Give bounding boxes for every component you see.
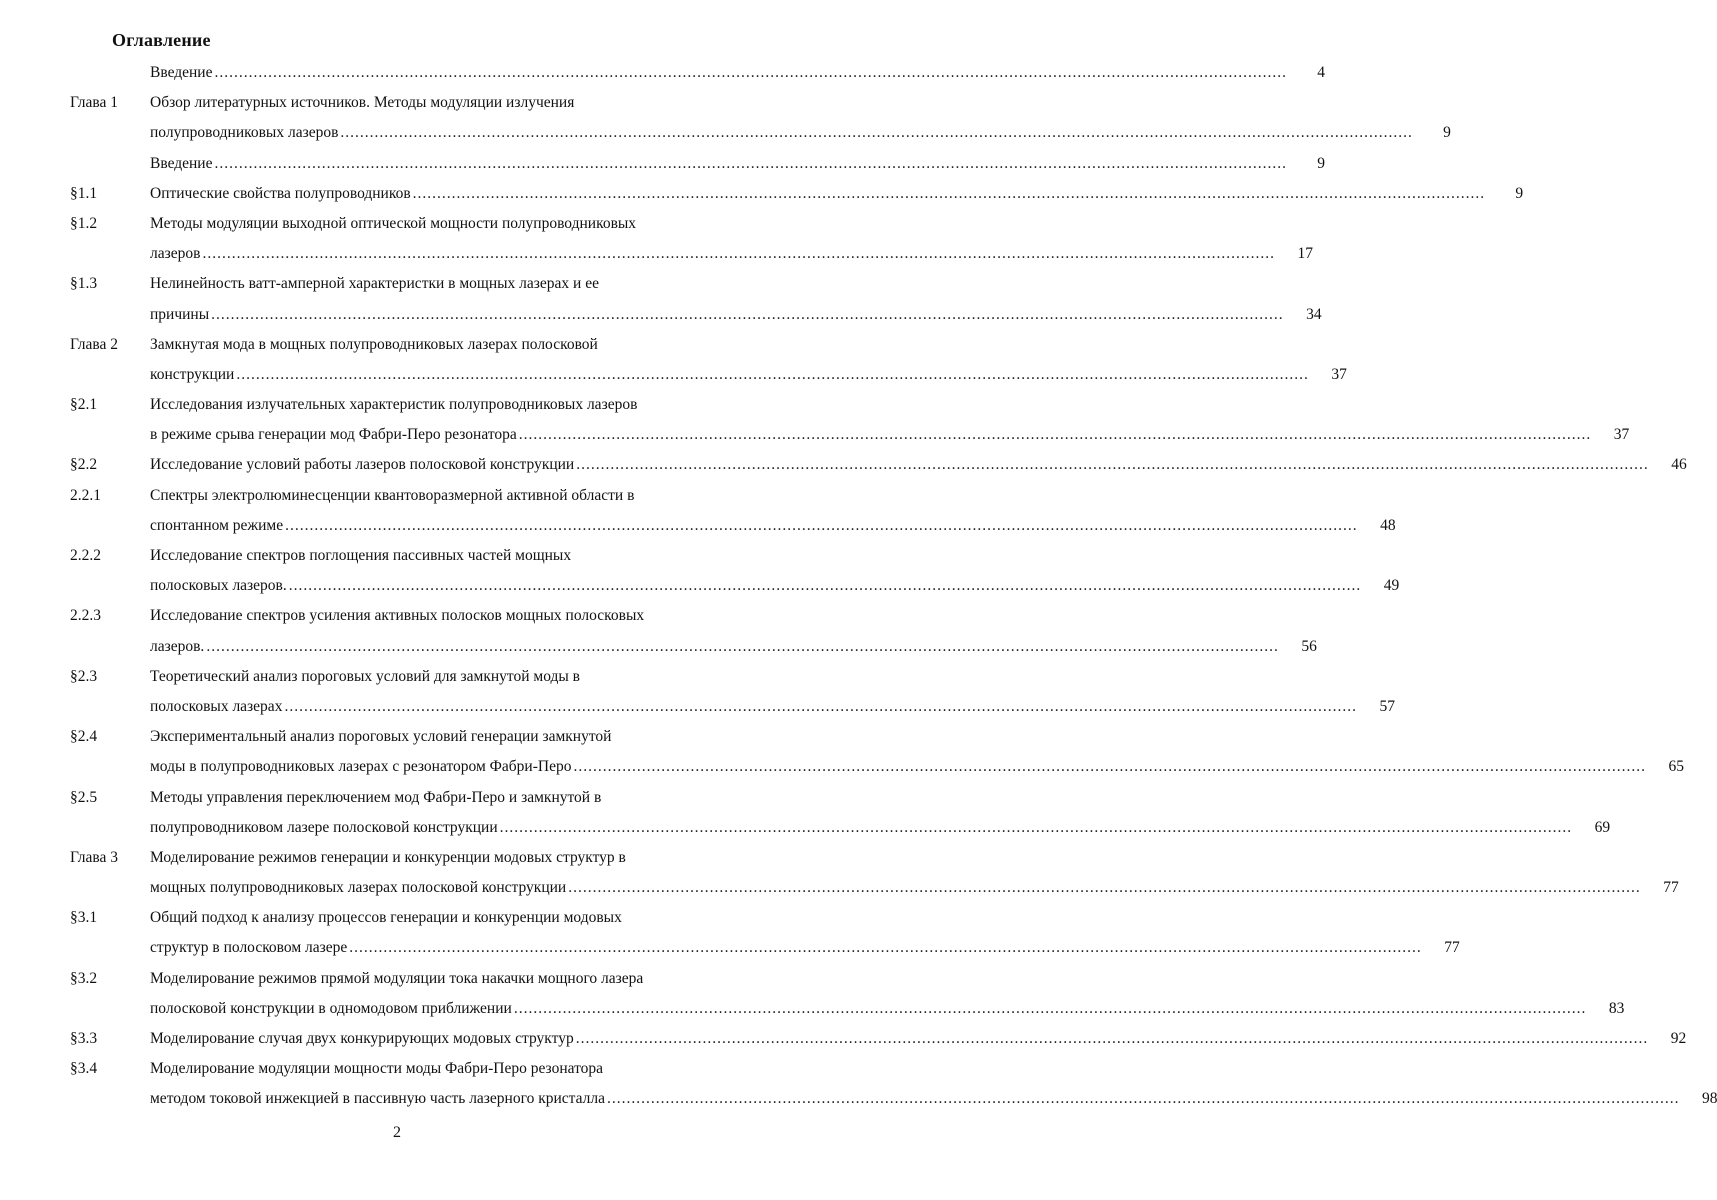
dot-leader: ............................................................................................................................................................................................................................ bbox=[236, 365, 1309, 383]
toc-entry-title-line: конструкции bbox=[150, 365, 235, 383]
dot-leader: ............................................................................................................................................................................................................................ bbox=[340, 124, 1413, 142]
dot-leader: ............................................................................................................................................................................................................................ bbox=[568, 879, 1641, 897]
toc-entry-number: §3.4 bbox=[70, 1060, 98, 1078]
dot-leader: ............................................................................................................................................................................................................................ bbox=[214, 64, 1287, 81]
toc-entry-title-line: Моделирование случая двух конкурирующих модовых структур bbox=[150, 1030, 574, 1047]
toc-entry-title-line: спонтанном режиме bbox=[150, 516, 284, 534]
toc-entry bbox=[0, 1024, 1687, 1054]
toc-entry bbox=[0, 209, 1313, 269]
dot-leader: ............................................................................................................................................................................................................................ bbox=[214, 154, 1287, 172]
dot-leader: ............................................................................................................................................................................................................................ bbox=[211, 305, 1284, 323]
toc-entry-page: 98 bbox=[1701, 1090, 1717, 1108]
toc-entry-title-line: полупроводниковых лазеров bbox=[150, 124, 339, 142]
toc-entry-page: 17 bbox=[1297, 245, 1313, 263]
toc-entry-title-line: Исследование спектров поглощения пассивных частей мощных bbox=[150, 547, 572, 564]
table-of-contents bbox=[0, 58, 1717, 1115]
toc-entry bbox=[0, 88, 1451, 148]
toc-entry bbox=[0, 58, 1325, 88]
toc-entry bbox=[0, 783, 1611, 843]
toc-entry-number: Глава 2 bbox=[70, 335, 119, 353]
toc-title: Оглавление bbox=[112, 30, 211, 50]
dot-leader: ............................................................................................................................................................................................................................ bbox=[575, 1030, 1649, 1047]
toc-entry-title-line: мощных полупроводниковых лазерах полосковой конструкции bbox=[150, 879, 567, 897]
dot-leader: ............................................................................................................................................................................................................................ bbox=[285, 516, 1358, 534]
toc-entry-title-line: Методы модуляции выходной оптической мощности полупроводниковых bbox=[150, 214, 637, 232]
toc-entry-title-line: полосковой конструкции в одномодовом приближении bbox=[150, 999, 512, 1017]
toc-entry bbox=[0, 722, 1684, 782]
toc-entry-number: Глава 1 bbox=[70, 94, 119, 112]
dot-leader: ............................................................................................................................................................................................................................ bbox=[206, 637, 1279, 655]
toc-entry-title-line: причины bbox=[150, 305, 210, 323]
toc-entry-number: §2.4 bbox=[70, 728, 98, 746]
page-number: 2 bbox=[393, 1124, 401, 1141]
toc-entry-page: 69 bbox=[1594, 818, 1611, 836]
toc-entry-page: 77 bbox=[1444, 939, 1460, 957]
toc-entry-title-line: Общий подход к анализу процессов генерации и конкуренции модовых bbox=[150, 909, 622, 927]
toc-entry-number: 2.2.2 bbox=[70, 547, 101, 564]
toc-entry bbox=[0, 1054, 1717, 1114]
toc-entry bbox=[0, 541, 1400, 601]
toc-entry-title-line: Исследование спектров усиления активных полосков мощных полосковых bbox=[150, 607, 645, 625]
toc-entry bbox=[0, 964, 1625, 1024]
toc-entry bbox=[0, 843, 1679, 903]
toc-entry bbox=[0, 481, 1396, 541]
toc-entry-number: 2.2.3 bbox=[70, 607, 101, 625]
toc-entry bbox=[0, 179, 1524, 209]
dot-leader: ............................................................................................................................................................................................................................ bbox=[518, 426, 1592, 444]
toc-entry-title-line: Исследование условий работы лазеров полосковой конструкции bbox=[150, 456, 575, 474]
toc-entry-title-line: Моделирование модуляции мощности моды Фабри-Перо резонатора bbox=[150, 1060, 604, 1078]
toc-entry bbox=[0, 149, 1325, 179]
toc-entry-page: 57 bbox=[1379, 697, 1395, 715]
dot-leader: ............................................................................................................................................................................................................................ bbox=[513, 999, 1587, 1017]
toc-entry-title-line: Экспериментальный анализ пороговых условий генерации замкнутой bbox=[150, 728, 612, 746]
toc-entry bbox=[0, 390, 1630, 450]
toc-entry-page: 34 bbox=[1306, 305, 1322, 323]
toc-entry-page: 56 bbox=[1301, 637, 1317, 655]
toc-entry-number: §3.2 bbox=[70, 969, 98, 987]
toc-entry-number: §1.2 bbox=[70, 214, 98, 232]
toc-entry-number: §2.3 bbox=[70, 667, 98, 685]
toc-entry-title-line: Нелинейность ватт-амперной характеристки в мощных лазерах и ее bbox=[150, 275, 599, 293]
toc-entry-page: 4 bbox=[1317, 64, 1325, 81]
toc-entry-number: §2.2 bbox=[70, 456, 98, 474]
toc-entry-title-line: Моделирование режимов генерации и конкуренции модовых структур в bbox=[150, 848, 626, 866]
dot-leader: ............................................................................................................................................................................................................................ bbox=[576, 456, 1649, 474]
toc-entry bbox=[0, 269, 1322, 329]
toc-entry-page: 48 bbox=[1380, 516, 1396, 534]
toc-entry-title-line: Введение bbox=[150, 64, 213, 81]
dot-leader: ............................................................................................................................................................................................................................ bbox=[288, 577, 1362, 595]
dot-leader: ............................................................................................................................................................................................................................ bbox=[284, 697, 1357, 715]
toc-entry-title-line: в режиме срыва генерации мод Фабри-Перо резонатора bbox=[150, 426, 517, 444]
toc-entry bbox=[0, 662, 1395, 722]
toc-entry-title-line: лазеров bbox=[150, 245, 201, 263]
toc-entry-title-line: лазеров. bbox=[150, 637, 205, 655]
dot-leader: ............................................................................................................................................................................................................................ bbox=[202, 245, 1275, 263]
toc-entry-page: 49 bbox=[1383, 577, 1400, 595]
toc-entry-title-line: Обзор литературных источников. Методы модуляции излучения bbox=[150, 94, 575, 112]
toc-entry-title-line: полосковых лазерах bbox=[150, 697, 283, 715]
toc-entry-title-line: Спектры электролюминесценции квантоворазмерной активной области в bbox=[150, 486, 635, 504]
toc-entry bbox=[0, 903, 1460, 963]
toc-entry bbox=[0, 450, 1687, 480]
toc-entry-title-line: полосковых лазеров. bbox=[150, 577, 287, 595]
toc-entry-title-line: моды в полупроводниковых лазерах с резонатором Фабри-Перо bbox=[150, 758, 572, 776]
toc-entry-number: §3.1 bbox=[70, 909, 98, 927]
toc-entry-title-line: Замкнутая мода в мощных полупроводниковых лазерах полосковой bbox=[150, 335, 598, 353]
toc-entry-title-line: Теоретический анализ пороговых условий для замкнутой моды в bbox=[150, 667, 580, 685]
toc-entry-number: 2.2.1 bbox=[70, 486, 101, 504]
toc-entry-title-line: Введение bbox=[150, 154, 213, 172]
toc-entry-number: §1.3 bbox=[70, 275, 98, 293]
toc-entry-title-line: структур в полосковом лазере bbox=[150, 939, 348, 957]
dot-leader: ............................................................................................................................................................................................................................ bbox=[606, 1090, 1680, 1108]
toc-entry-title-line: Оптические свойства полупроводников bbox=[150, 184, 411, 202]
toc-entry-page: 83 bbox=[1608, 999, 1625, 1017]
toc-entry-title-line: Моделирование режимов прямой модуляции тока накачки мощного лазера bbox=[150, 969, 644, 987]
toc-entry-number: §2.1 bbox=[70, 396, 98, 414]
toc-entry-page: 77 bbox=[1663, 879, 1679, 897]
dot-leader: ............................................................................................................................................................................................................................ bbox=[349, 939, 1422, 957]
toc-entry-number: §2.5 bbox=[70, 788, 98, 806]
toc-entry-page: 9 bbox=[1515, 184, 1524, 202]
toc-entry-page: 9 bbox=[1317, 154, 1325, 172]
toc-entry-number: Глава 3 bbox=[70, 848, 119, 866]
toc-entry-page: 46 bbox=[1671, 456, 1687, 474]
toc-entry-title-line: методом токовой инжекцией в пассивную часть лазерного кристалла bbox=[150, 1090, 605, 1108]
toc-entry-page: 92 bbox=[1670, 1030, 1687, 1047]
toc-entry-page: 9 bbox=[1443, 124, 1451, 142]
toc-entry-title-line: полупроводниковом лазере полосковой конструкции bbox=[150, 818, 498, 836]
toc-entry-page: 37 bbox=[1331, 365, 1347, 383]
toc-entry-number: §1.1 bbox=[70, 184, 98, 202]
dot-leader: ............................................................................................................................................................................................................................ bbox=[499, 818, 1573, 836]
toc-entry-title-line: Методы управления переключением мод Фабри-Перо и замкнутой в bbox=[150, 788, 602, 806]
dot-leader: ............................................................................................................................................................................................................................ bbox=[573, 758, 1646, 776]
toc-entry-page: 37 bbox=[1613, 426, 1630, 444]
toc-entry bbox=[0, 601, 1317, 661]
dot-leader: ............................................................................................................................................................................................................................ bbox=[412, 184, 1486, 202]
toc-entry-title-line: Исследования излучательных характеристик полупроводниковых лазеров bbox=[150, 396, 638, 414]
toc-entry bbox=[0, 330, 1347, 390]
toc-entry-number: §3.3 bbox=[70, 1030, 98, 1047]
toc-entry-page: 65 bbox=[1668, 758, 1684, 776]
